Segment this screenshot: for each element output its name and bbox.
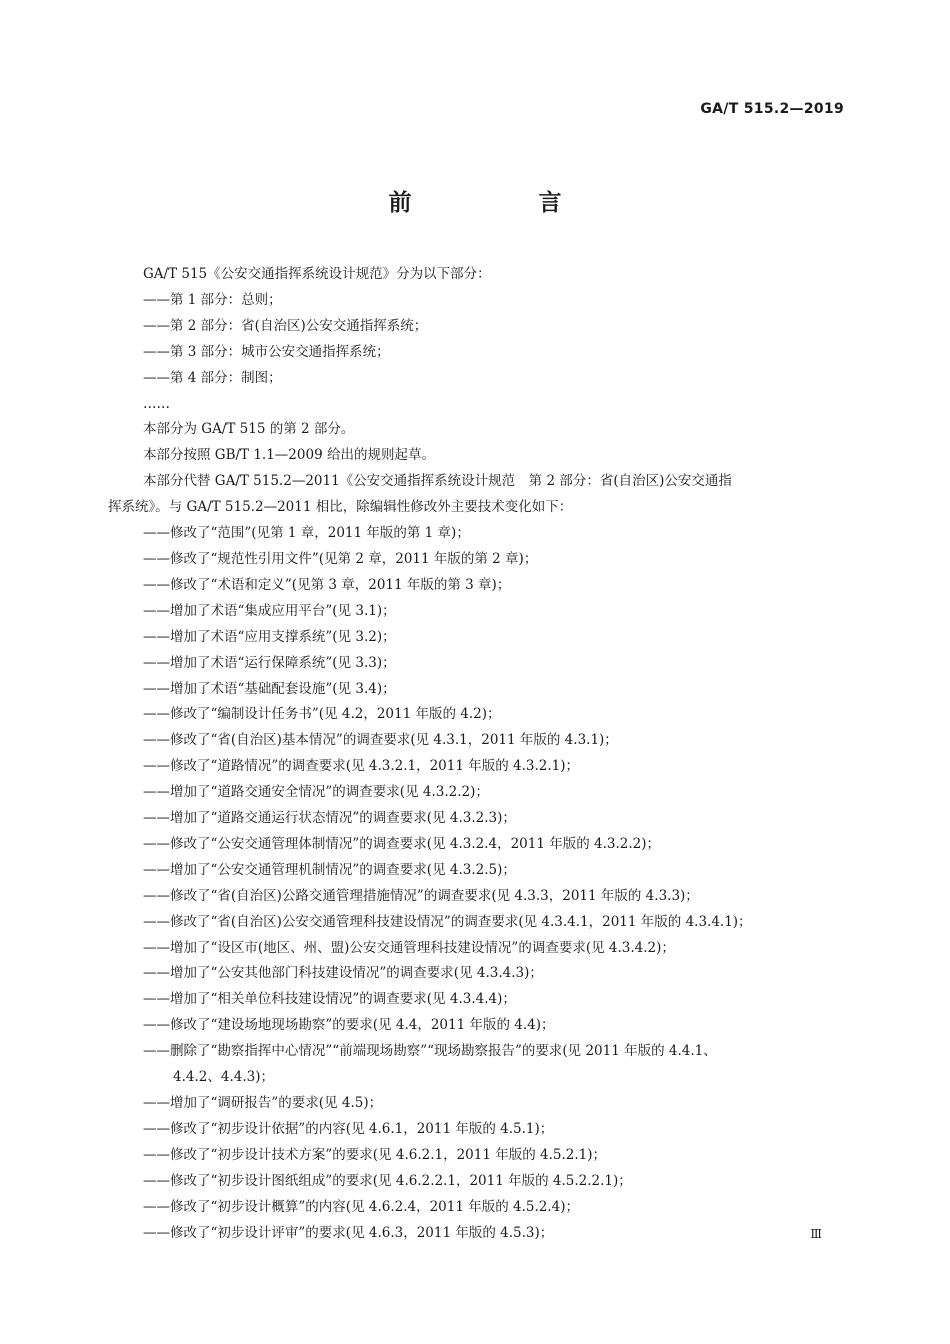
ellipsis: ……	[143, 395, 170, 412]
change-item: ——修改了“省(自治区)公安交通管理科技建设情况”的调查要求(见 4.3.4.1，2011 年版的 4.3.4.1)；	[143, 913, 752, 930]
change-item: ——增加了术语“运行保障系统”(见 3.3)；	[143, 654, 396, 671]
paragraph-drafting-rules: 本部分按照 GB/T 1.1—2009 给出的规则起草。	[143, 447, 435, 464]
change-item: ——修改了“初步设计技术方案”的要求(见 4.6.2.1，2011 年版的 4.5.2.1)；	[143, 1146, 607, 1163]
change-item: ——修改了“规范性引用文件”(见第 2 章，2011 年版的第 2 章)；	[143, 550, 538, 567]
change-item: ——修改了“范围”(见第 1 章，2011 年版的第 1 章)；	[143, 525, 470, 542]
change-item: ——增加了术语“基础配套设施”(见 3.4)；	[143, 680, 396, 697]
change-item: ——增加了“公安交通管理机制情况”的调查要求(见 4.3.2.5)；	[143, 861, 516, 878]
change-item: ——修改了“初步设计概算”的内容(见 4.6.2.4，2011 年版的 4.5.2.4)；	[143, 1198, 580, 1215]
change-item: ——增加了“设区市(地区、州、盟)公安交通管理科技建设情况”的调查要求(见 4.3.4.2)；	[143, 939, 675, 956]
intro-line: GA/T 515《公安交通指挥系统设计规范》分为以下部分：	[143, 266, 491, 282]
change-item: ——修改了“编制设计任务书”(见 4.2，2011 年版的 4.2)；	[143, 706, 501, 723]
part-item-2: ——第 2 部分：省(自治区)公安交通指挥系统；	[143, 317, 428, 334]
change-item: ——修改了“省(自治区)基本情况”的调查要求(见 4.3.1，2011 年版的 4.3.1)；	[143, 732, 618, 749]
change-item-deleted-line-2: 4.4.2、4.4.3)；	[173, 1069, 274, 1086]
change-item: ——修改了“初步设计图纸组成”的要求(见 4.6.2.2.1，2011 年版的 4.5.2.2.1)；	[143, 1172, 632, 1189]
change-item: ——修改了“道路情况”的调查要求(见 4.3.2.1，2011 年版的 4.3.2.1)；	[143, 758, 580, 775]
change-item: ——增加了“公安其他部门科技建设情况”的调查要求(见 4.3.4.3)；	[143, 965, 543, 982]
change-item: ——增加了术语“应用支撑系统”(见 3.2)；	[143, 628, 396, 645]
change-item: ——修改了“初步设计评审”的要求(见 4.6.3，2011 年版的 4.5.3)；	[143, 1224, 554, 1241]
paragraph-replaces-line-2: 挥系统》。与 GA/T 515.2—2011 相比，除编辑性修改外主要技术变化如下：	[108, 499, 573, 516]
standard-code: GA/T 515.2—2019	[700, 101, 844, 117]
part-item-4: ——第 4 部分：制图；	[143, 369, 282, 386]
change-item: ——增加了“相关单位科技建设情况”的调查要求(见 4.3.4.4)；	[143, 991, 516, 1008]
change-item-deleted-line-1: ——删除了“勘察指挥中心情况”“前端现场勘察”“现场勘察报告”的要求(见 2011 年版的 4.4.1、	[143, 1043, 717, 1060]
part-item-1: ——第 1 部分：总则；	[143, 291, 282, 308]
change-item: ——增加了“调研报告”的要求(见 4.5)；	[143, 1095, 383, 1111]
change-item: ——增加了“道路交通安全情况”的调查要求(见 4.3.2.2)；	[143, 784, 489, 801]
page-title: 前 言	[388, 190, 614, 216]
change-item: ——修改了“省(自治区)公路交通管理措施情况”的调查要求(见 4.3.3，2011 年版的 4.3.3)；	[143, 887, 699, 904]
change-item: ——修改了“初步设计依据”的内容(见 4.6.1，2011 年版的 4.5.1)；	[143, 1120, 554, 1137]
change-item: ——修改了“公安交通管理体制情况”的调查要求(见 4.3.2.4，2011 年版的 4.3.2.2)；	[143, 835, 661, 852]
paragraph-part-number: 本部分为 GA/T 515 的第 2 部分。	[143, 421, 355, 438]
change-item: ——增加了术语“集成应用平台”(见 3.1)；	[143, 602, 396, 619]
page-number: Ⅲ	[810, 1227, 822, 1241]
change-item: ——修改了“建设场地现场勘察”的要求(见 4.4，2011 年版的 4.4)；	[143, 1017, 555, 1034]
paragraph-replaces-line-1: 本部分代替 GA/T 515.2—2011《公安交通指挥系统设计规范 第 2 部分：省(自治区)公安交通指	[143, 473, 732, 490]
part-item-3: ——第 3 部分：城市公安交通指挥系统；	[143, 343, 390, 360]
document-body	[108, 262, 843, 1246]
change-item: ——增加了“道路交通运行状态情况”的调查要求(见 4.3.2.3)；	[143, 810, 516, 827]
change-item: ——修改了“术语和定义”(见第 3 章，2011 年版的第 3 章)；	[143, 576, 511, 593]
